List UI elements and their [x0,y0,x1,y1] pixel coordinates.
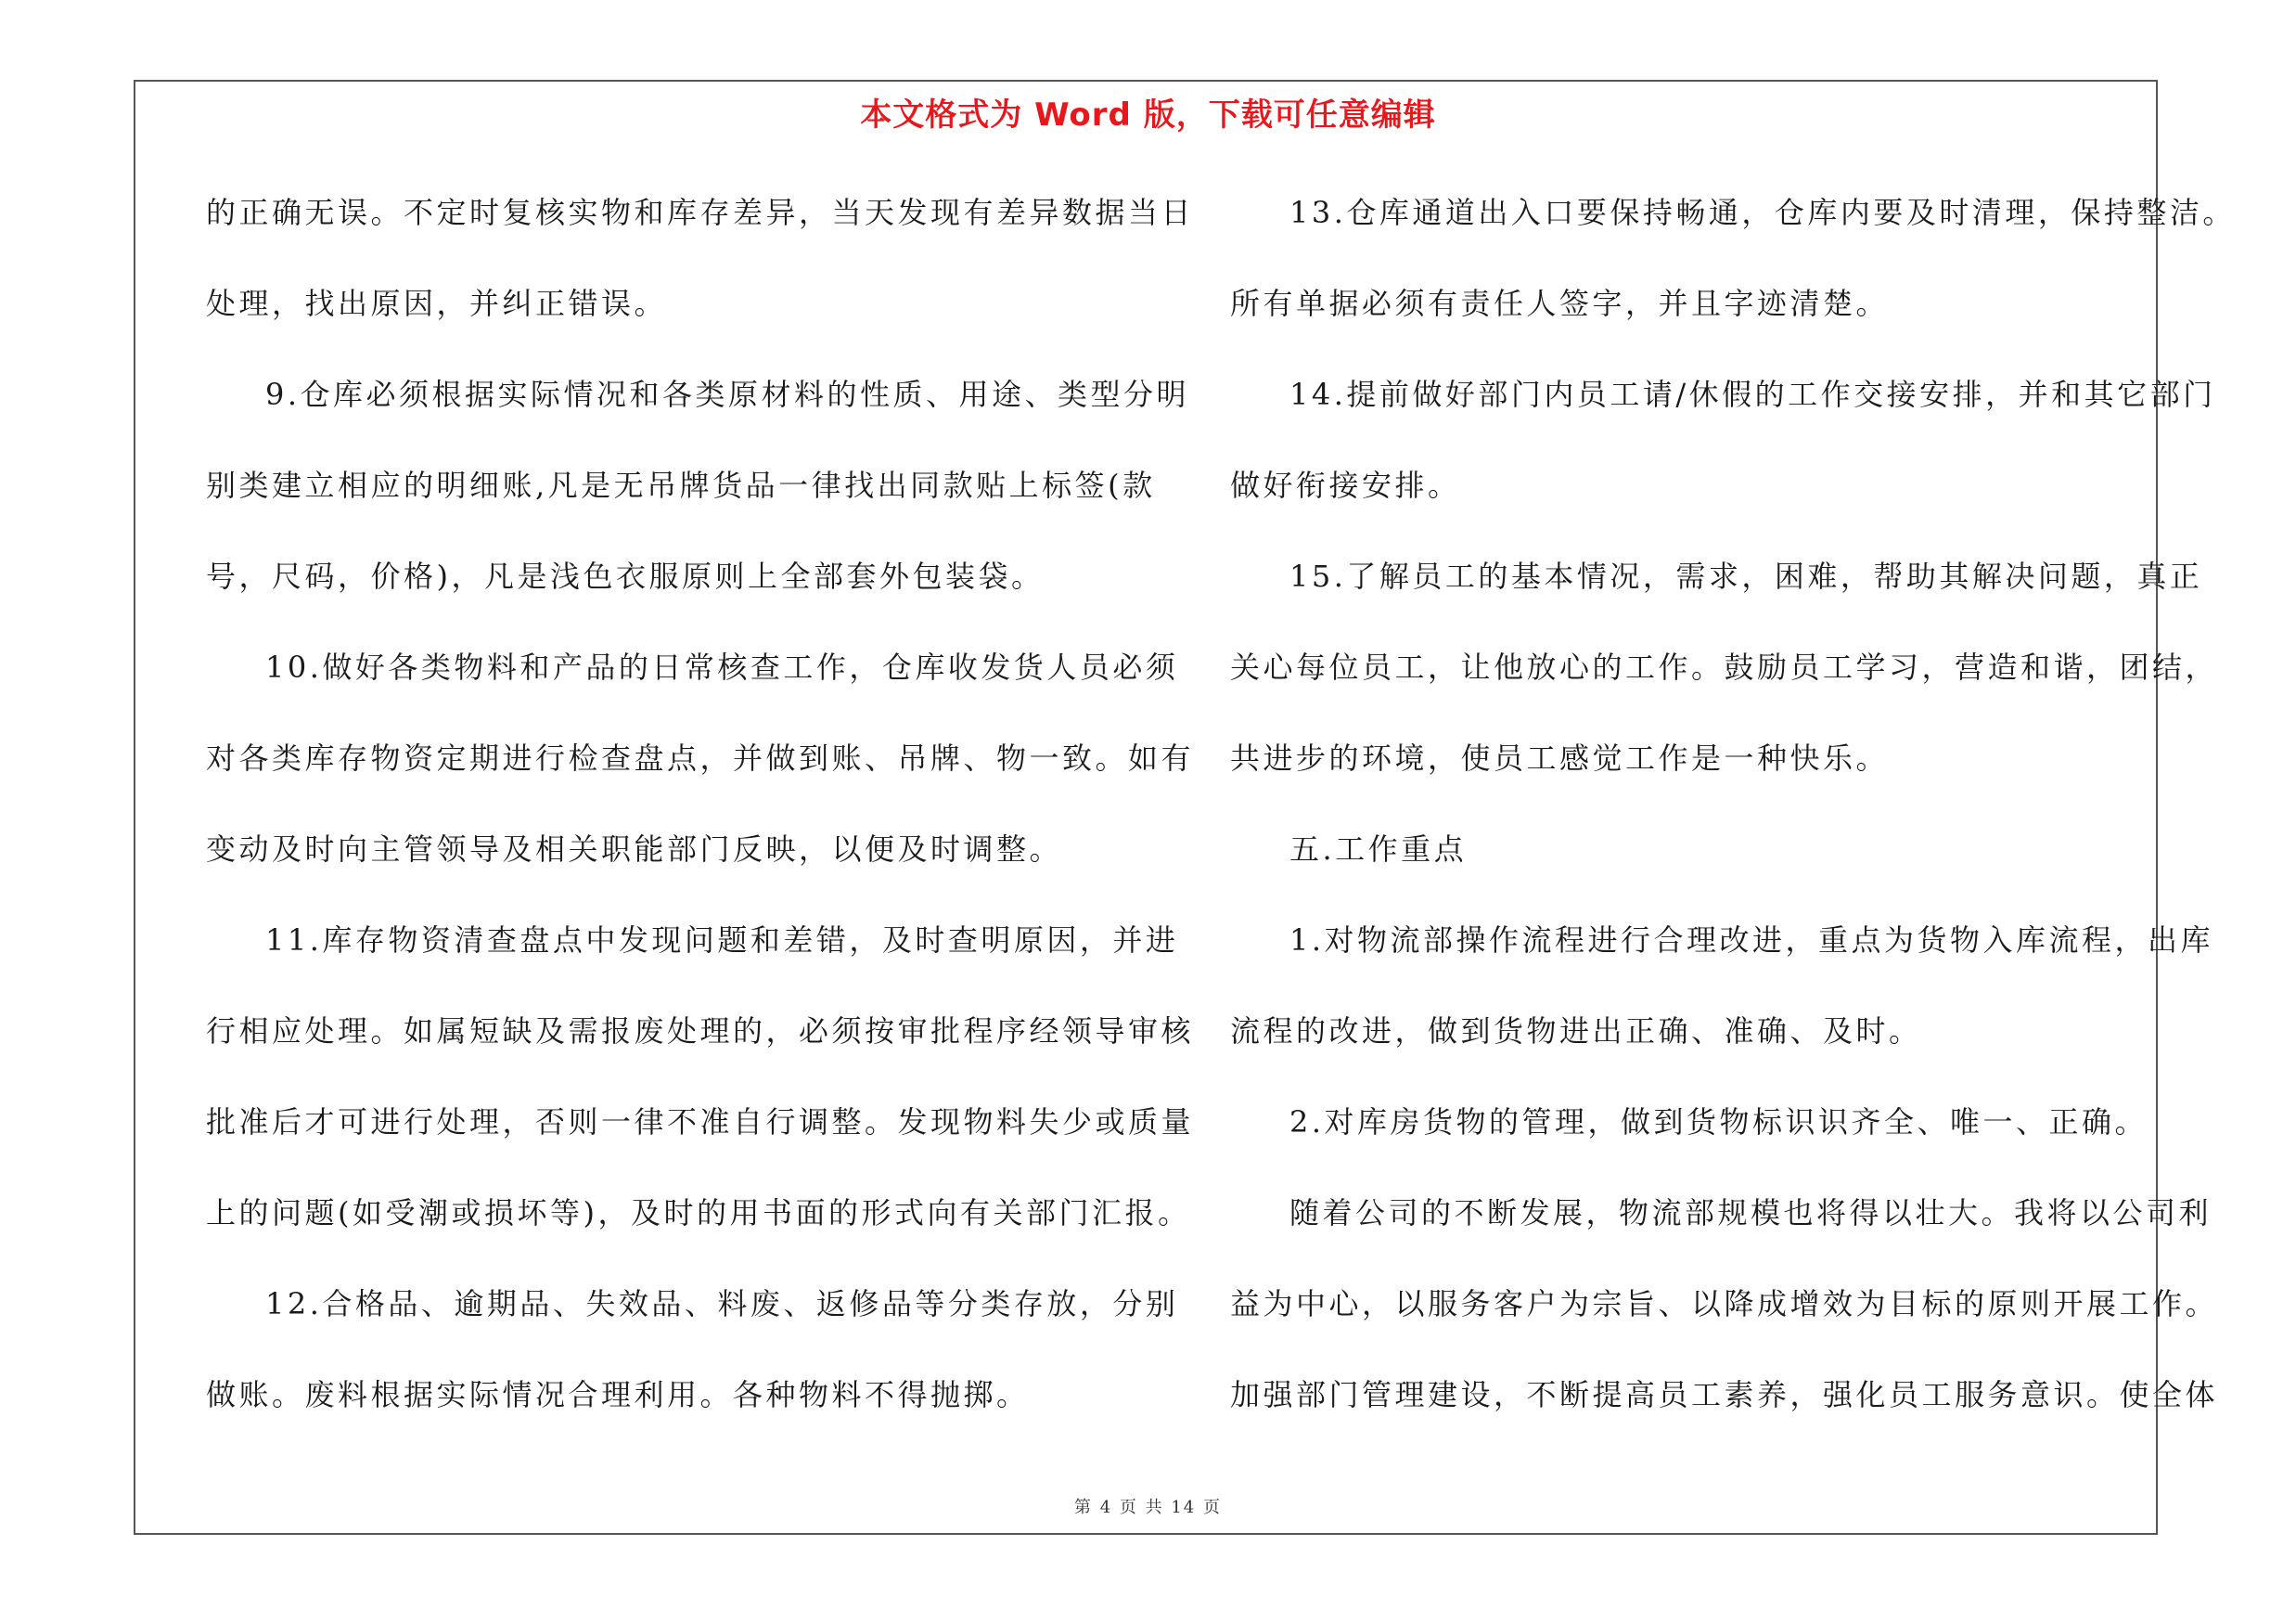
text-line: 做好衔接安排。 [1230,468,1461,503]
text-line: 14.提前做好部门内员工请/休假的工作交接安排，并和其它部门 [1289,377,2216,412]
text-line: 加强部门管理建设，不断提高员工素养，强化员工服务意识。使全体 [1230,1377,2219,1412]
text-line: 关心每位员工，让他放心的工作。鼓励员工学习，营造和谐，团结， [1230,650,2219,685]
page-number: 第 4 页 共 14 页 [1074,1498,1222,1517]
format-banner: 本文格式为 Word 版，下载可任意编辑 [860,97,1436,134]
text-line: 别类建立相应的明细账,凡是无吊牌货品一律找出同款贴上标签(款 [206,468,1156,503]
text-line: 15.了解员工的基本情况，需求，困难，帮助其解决问题，真正 [1289,559,2203,594]
text-line: 行相应处理。如属短缺及需报废处理的，必须按审批程序经领导审核 [206,1013,1195,1049]
left-column [206,180,1195,1453]
text-line: 13.仓库通道出入口要保持畅通，仓库内要及时清理，保持整洁。 [1289,195,2236,230]
text-line: 2.对库房货物的管理，做到货物标识识齐全、唯一、正确。 [1289,1104,2148,1140]
text-line: 随着公司的不断发展，物流部规模也将得以壮大。我将以公司利 [1289,1195,2213,1230]
text-line: 对各类库存物资定期进行检查盘点，并做到账、吊牌、物一致。如有 [206,741,1195,776]
text-line: 1.对物流部操作流程进行合理改进，重点为货物入库流程，出库 [1289,922,2214,958]
text-line: 12.合格品、逾期品、失效品、料废、返修品等分类存放，分别 [265,1286,1179,1321]
text-line: 益为中心，以服务客户为宗旨、以降成增效为目标的原则开展工作。 [1230,1286,2219,1321]
text-line: 10.做好各类物料和产品的日常核查工作，仓库收发货人员必须 [265,650,1179,685]
section-heading: 五.工作重点 [1289,831,1468,867]
text-line: 11.库存物资清查盘点中发现问题和差错，及时查明原因，并进 [265,922,1179,958]
text-line: 号，尺码，价格)，凡是浅色衣服原则上全部套外包装袋。 [206,559,1045,594]
text-line: 上的问题(如受潮或损坏等)，及时的用书面的形式向有关部门汇报。 [206,1195,1191,1230]
text-line: 流程的改进，做到货物进出正确、准确、及时。 [1230,1013,1922,1049]
text-line: 9.仓库必须根据实际情况和各类原材料的性质、用途、类型分明 [265,377,1190,412]
text-line: 共进步的环境，使员工感觉工作是一种快乐。 [1230,741,1890,776]
text-line: 的正确无误。不定时复核实物和库存差异，当天发现有差异数据当日 [206,195,1195,230]
right-column [1230,180,2236,1453]
text-line: 做账。废料根据实际情况合理利用。各种物料不得抛掷。 [206,1377,1030,1412]
text-line: 变动及时向主管领导及相关职能部门反映，以便及时调整。 [206,831,1063,867]
text-line: 所有单据必须有责任人签字，并且字迹清楚。 [1230,286,1890,321]
text-line: 处理，找出原因，并纠正错误。 [206,286,668,321]
text-line: 批准后才可进行处理，否则一律不准自行调整。发现物料失少或质量 [206,1104,1195,1140]
